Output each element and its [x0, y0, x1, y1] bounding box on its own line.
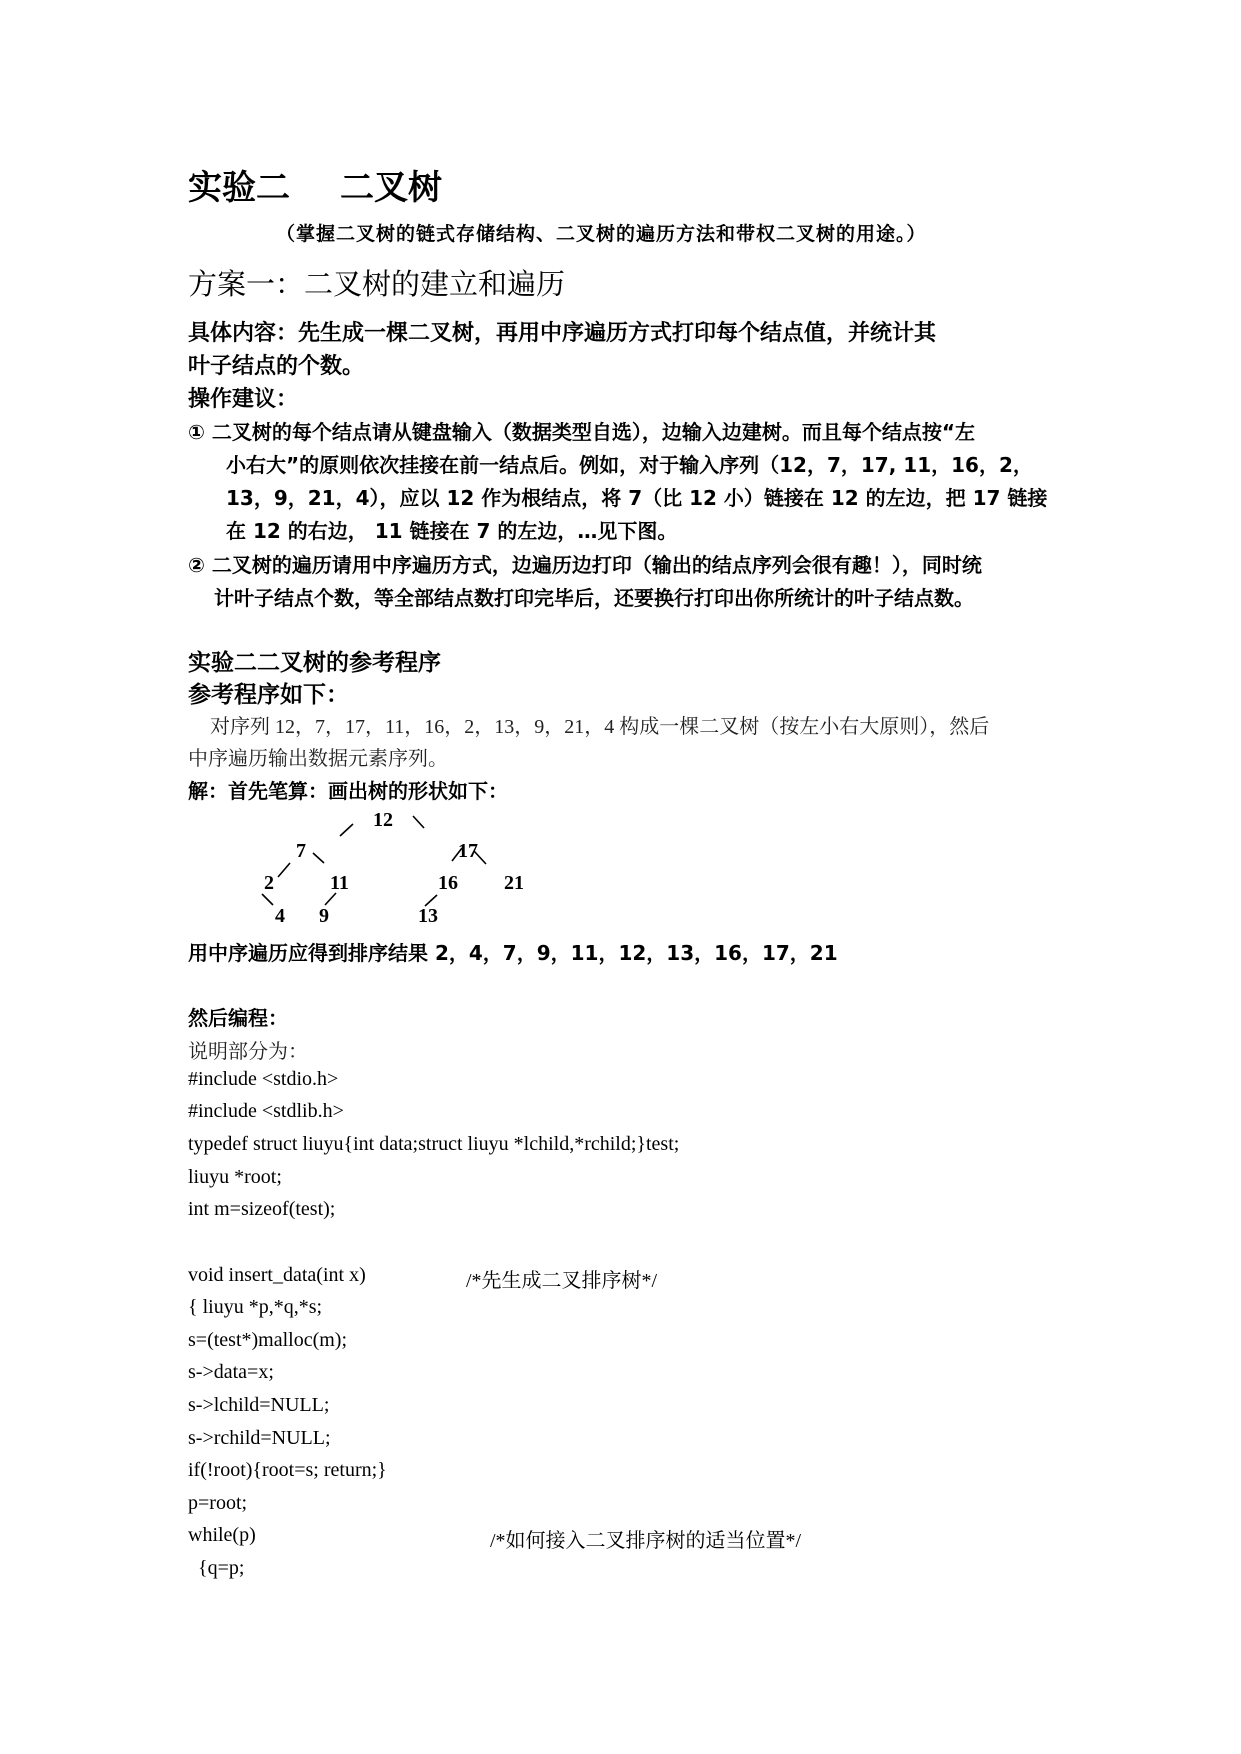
tree-node-2: 2 [264, 872, 274, 894]
tree-node-13: 13 [418, 905, 438, 927]
reference-subheading: 参考程序如下： [188, 682, 349, 708]
item-1-line-3: 13，9，21，4），应以 12 作为根结点，将 7（比 12 小）链接在 12 的左边，把 17 链接 [226, 486, 1048, 510]
code-line: p=root; [188, 1492, 248, 1514]
edge-12-17 [413, 816, 424, 828]
subtitle: （掌握二叉树的链式存储结构、二叉树的遍历方法和带权二叉树的用途。） [276, 223, 927, 245]
item-1-line-4: 在 12 的右边， 11 链接在 7 的左边，…见下图。 [226, 519, 678, 543]
item-2-line-2: 计叶子结点个数，等全部结点数打印完毕后，还要换行打印出你所统计的叶子结点数。 [214, 586, 974, 610]
tree-node-4: 4 [275, 905, 285, 927]
content-line-2: 叶子结点的个数。 [188, 354, 365, 379]
code-line: liuyu *root; [188, 1166, 282, 1188]
tree-node-11: 11 [330, 872, 349, 894]
edge-7-2 [278, 863, 290, 877]
scheme-heading: 方案一：二叉树的建立和遍历 [188, 267, 566, 301]
item-1-line-1: ① 二叉树的每个结点请从键盘输入（数据类型自选），边输入边建树。而且每个结点按“左 [188, 420, 976, 444]
tree-node-17: 17 [458, 840, 478, 862]
tree-node-12: 12 [373, 809, 393, 831]
code-line: s->rchild=NULL; [188, 1427, 331, 1449]
tree-node-21: 21 [504, 872, 524, 894]
code-line: s=(test*)malloc(m); [188, 1329, 348, 1351]
problem-line-2: 中序遍历输出数据元素序列。 [188, 748, 448, 770]
code-line: int m=sizeof(test); [188, 1198, 336, 1220]
edge-12-7 [340, 824, 353, 836]
edge-2-4 [262, 894, 273, 905]
explain-label: 说明部分为： [188, 1041, 308, 1063]
content-line-1: 具体内容：先生成一棵二叉树，再用中序遍历方式打印每个结点值，并统计其 [188, 321, 937, 346]
code-line: #include <stdio.h> [188, 1068, 339, 1090]
code-line: typedef struct liuyu{int data;struct liuyu *lchild,*rchild;}test; [188, 1133, 680, 1155]
solution-label: 解：首先笔算：画出树的形状如下： [188, 779, 508, 803]
code-line: s->lchild=NULL; [188, 1394, 330, 1416]
edge-7-11 [313, 853, 324, 863]
title-part-2: 二叉树 [340, 168, 442, 208]
item-1-line-2: 小右大”的原则依次挂接在前一结点后。例如，对于输入序列（12，7，17, 11，16，2， [226, 453, 1033, 477]
code-line: {q=p; [198, 1557, 245, 1579]
code-line: #include <stdlib.h> [188, 1100, 344, 1122]
reference-heading: 实验二二叉树的参考程序 [188, 650, 441, 676]
suggestion-heading: 操作建议： [188, 387, 299, 412]
code-line: if(!root){root=s; return;} [188, 1459, 387, 1481]
tree-node-16: 16 [438, 872, 458, 894]
tree-node-9: 9 [319, 905, 329, 927]
code-line: s->data=x; [188, 1361, 274, 1383]
code-line: while(p) [188, 1524, 256, 1546]
code-comment: /*先生成二叉排序树*/ [466, 1270, 658, 1292]
title-part-1: 实验二 [188, 168, 290, 208]
code-line: void insert_data(int x) [188, 1264, 366, 1286]
then-program-label: 然后编程： [188, 1006, 288, 1030]
problem-line-1: 对序列 12，7，17，11，16，2，13，9，21，4 构成一棵二叉树（按左小右大原则），然后 [210, 716, 990, 738]
code-line: { liuyu *p,*q,*s; [188, 1296, 323, 1318]
result-line: 用中序遍历应得到排序结果 2，4，7，9，11，12，13，16，17，21 [188, 941, 838, 965]
tree-node-7: 7 [296, 840, 306, 862]
code-comment: /*如何接入二叉排序树的适当位置*/ [490, 1530, 802, 1552]
item-2-line-1: ② 二叉树的遍历请用中序遍历方式，边遍历边打印（输出的结点序列会很有趣！），同时统 [188, 553, 982, 577]
